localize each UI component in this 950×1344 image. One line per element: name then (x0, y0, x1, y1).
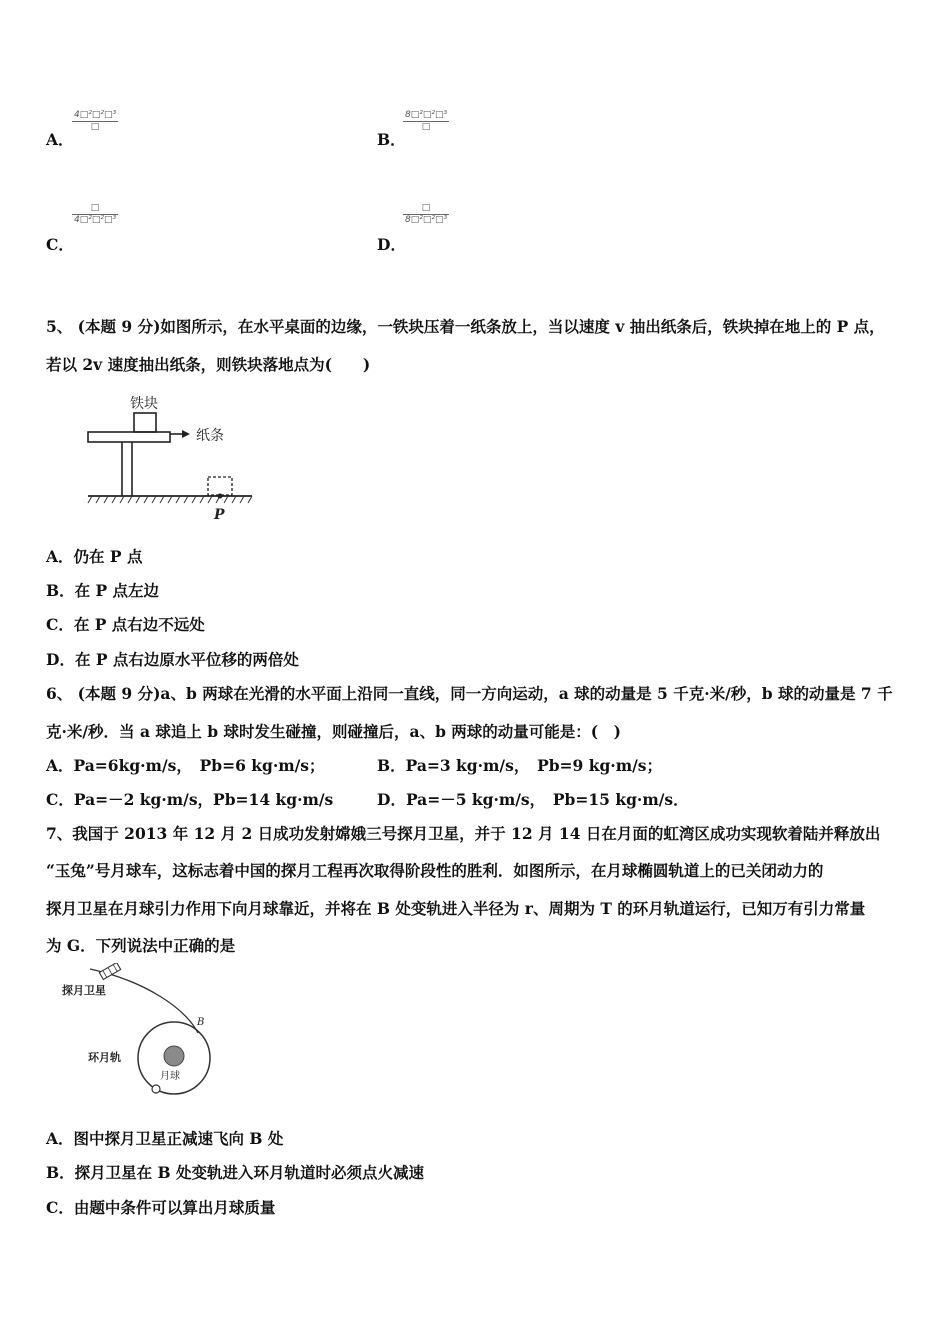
fraction-denominator: □ (421, 122, 431, 132)
q4-option-c-label: C． (46, 235, 74, 254)
q6-option-c: C．Pa=－2 kg·m/s，Pb=14 kg·m/s (46, 790, 334, 809)
q6-stem-line-2: 克·米/秒．当 a 球追上 b 球时发生碰撞，则碰撞后，a、b 两球的动量可能是：( ) (46, 722, 621, 741)
q7-stem-line-3: 探月卫星在月球引力作用下向月球靠近，并将在 B 处变轨进入半径为 r、周期为 T 的环月轨道运行，已知万有引力常量 (46, 899, 866, 918)
fraction-numerator: □ (403, 203, 449, 215)
arrow-head-icon (182, 430, 190, 438)
fraction-denominator: □ (90, 122, 100, 132)
fig-label-satellite: 探月卫星 (62, 984, 106, 997)
moon-icon (164, 1046, 184, 1066)
q7-stem-line-4: 为 G．下列说法中正确的是 (46, 936, 236, 955)
q4-option-d-fraction (403, 203, 449, 226)
q5-option-c: C．在 P 点右边不远处 (46, 615, 205, 634)
ground-hatching (88, 496, 252, 503)
q6-option-a: A．Pa=6kg·m/s， Pb=6 kg·m/s； (46, 756, 325, 775)
q6-stem-line-1: 6、 (本题 9 分)a、b 两球在光滑的水平面上沿同一直线，同一方向运动，a 球的动量是 5 千克·米/秒，b 球的动量是 7 千 (46, 684, 893, 703)
fraction-denominator: 8□²□²□³ (405, 215, 448, 225)
q5-figure (86, 393, 256, 525)
q6-option-b: B．Pa=3 kg·m/s， Pb=9 kg·m/s； (377, 756, 662, 775)
point-p-marker (218, 494, 223, 499)
q7-stem-line-1: 7、我国于 2013 年 12 月 2 日成功发射嫦娥三号探月卫星，并于 12 月 14 日在月面的虹湾区成功实现软着陆并释放出 (46, 824, 881, 843)
fig-label-b: B (197, 1017, 205, 1028)
q4-option-b-label: B． (377, 130, 406, 149)
q4-option-d-label: D． (377, 235, 406, 254)
landing-block-dashed (208, 477, 232, 495)
fig-label-point-p: P (214, 507, 225, 523)
q5-option-a: A．仍在 P 点 (46, 547, 143, 566)
fig-label-moon: 月球 (160, 1071, 180, 1082)
fraction-denominator: 4□²□²□³ (74, 215, 117, 225)
q4-option-a-label: A． (46, 130, 74, 149)
fig-label-paper-strip: 纸条 (196, 428, 224, 444)
q4-option-b-fraction (403, 110, 449, 133)
fraction-numerator: □ (72, 203, 118, 215)
q6-option-d: D．Pa=－5 kg·m/s， Pb=15 kg·m/s． (377, 790, 689, 809)
q7-option-b: B．探月卫星在 B 处变轨进入环月轨道时必须点火减速 (46, 1163, 424, 1182)
q5-option-b: B．在 P 点左边 (46, 581, 160, 600)
q5-option-d: D．在 P 点右边原水平位移的两倍处 (46, 650, 299, 669)
fraction-numerator: 4□²□²□³ (74, 110, 117, 120)
q5-stem-line-2: 若以 2v 速度抽出纸条，则铁块落地点为( ) (46, 355, 371, 374)
q5-stem-line-1: 5、 (本题 9 分)如图所示，在水平桌面的边缘，一铁块压着一纸条放上，当以速度 v 抽出纸条后，铁块掉在地上的 P 点， (46, 317, 885, 336)
fig-label-lunar-orbit: 环月轨 (88, 1051, 121, 1064)
q7-figure (60, 963, 220, 1098)
q7-stem-line-2: “玉兔”号月球车，这标志着中国的探月工程再次取得阶段性的胜利．如图所示，在月球椭圆轨道上的已关闭动力的 (46, 861, 824, 880)
q4-option-a-fraction (72, 110, 118, 133)
q7-option-c: C．由题中条件可以算出月球质量 (46, 1198, 276, 1217)
iron-block (134, 413, 156, 432)
satellite-on-orbit-icon (152, 1085, 160, 1093)
q4-option-c-fraction (72, 203, 118, 226)
table-top (88, 432, 170, 442)
fraction-numerator: 8□²□²□³ (405, 110, 448, 120)
q7-option-a: A．图中探月卫星正减速飞向 B 处 (46, 1129, 284, 1148)
fig-label-iron-block: 铁块 (130, 396, 158, 412)
